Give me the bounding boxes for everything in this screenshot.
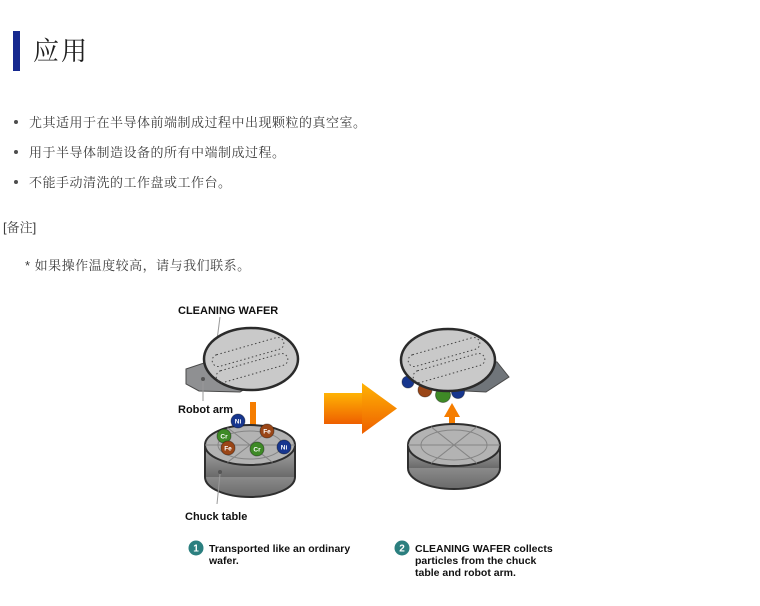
svg-text:wafer.: wafer. xyxy=(209,555,239,567)
particle-cr xyxy=(250,442,264,456)
particle-ni xyxy=(277,440,291,454)
bullet-text: 不能手动清洗的工作盘或工作台。 xyxy=(29,175,232,190)
title-accent-bar xyxy=(13,31,20,71)
bullet-item xyxy=(14,112,367,131)
svg-text:Cr: Cr xyxy=(220,433,228,441)
arrow-right-icon xyxy=(324,383,397,434)
particle-fe xyxy=(221,441,235,455)
robot-arm-label: Robot arm xyxy=(178,404,233,416)
chuck-table-label: Chuck table xyxy=(185,511,248,523)
svg-text:CLEANING WAFER collects: CLEANING WAFER collects xyxy=(415,543,553,555)
svg-text:Ni: Ni xyxy=(280,444,288,452)
bullet-dot xyxy=(14,180,18,184)
svg-text:2: 2 xyxy=(399,543,405,555)
chuck-table-shape xyxy=(408,424,500,489)
process-diagram xyxy=(150,296,620,586)
step-2-caption xyxy=(395,541,553,580)
step-1-caption xyxy=(189,541,351,568)
bullet-item xyxy=(14,172,232,191)
svg-text:Ni: Ni xyxy=(234,418,242,426)
bullet-dot xyxy=(14,150,18,154)
bullet-text: 用于半导体制造设备的所有中端制成过程。 xyxy=(29,145,286,160)
remarks-heading: [备注] xyxy=(3,220,37,235)
svg-text:Cr: Cr xyxy=(253,446,261,454)
cleaning-wafer-label: CLEANING WAFER xyxy=(178,305,279,317)
remarks-note: * 如果操作温度较高，请与我们联系。 xyxy=(25,258,251,273)
cleaning-wafer-shape xyxy=(204,328,298,390)
bullet-item xyxy=(14,142,286,161)
bullet-text: 尤其适用于在半导体前端制成过程中出现颗粒的真空室。 xyxy=(29,115,367,130)
svg-text:particles from the chuck: particles from the chuck xyxy=(415,555,537,567)
cleaning-wafer-shape xyxy=(401,329,495,391)
particle-ni xyxy=(231,414,245,428)
svg-text:Fe: Fe xyxy=(263,428,271,436)
bullet-dot xyxy=(14,120,18,124)
page-title: 应用 xyxy=(33,36,90,66)
particle-fe xyxy=(260,424,274,438)
svg-text:1: 1 xyxy=(193,543,199,555)
svg-text:Fe: Fe xyxy=(224,445,232,453)
svg-text:table and robot arm.: table and robot arm. xyxy=(415,567,516,579)
svg-text:Transported like an ordinary: Transported like an ordinary xyxy=(209,543,351,555)
